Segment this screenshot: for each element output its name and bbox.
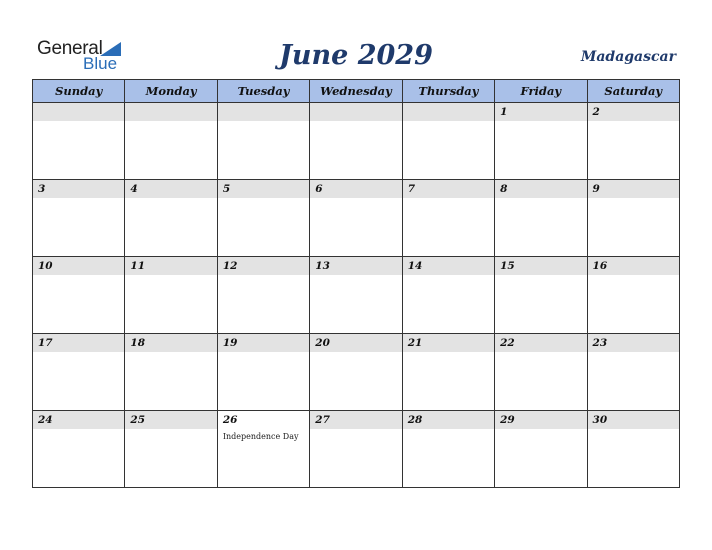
weekday-tuesday: Tuesday xyxy=(217,80,309,103)
date-bar xyxy=(495,257,586,275)
day-cell xyxy=(310,334,402,411)
date-bar xyxy=(310,334,401,352)
day-cell xyxy=(310,103,402,180)
date-bar xyxy=(33,180,124,198)
day-number: 27 xyxy=(315,414,330,426)
day-cell xyxy=(33,257,125,334)
day-cell xyxy=(402,257,494,334)
week-row xyxy=(33,180,680,257)
day-number: 6 xyxy=(315,183,323,195)
date-bar xyxy=(218,334,309,352)
week-row xyxy=(33,411,680,488)
date-bar xyxy=(125,334,216,352)
day-cell xyxy=(495,103,587,180)
day-number: 14 xyxy=(407,260,423,272)
day-cell xyxy=(587,180,679,257)
weekday-thursday: Thursday xyxy=(402,80,494,103)
logo-text-blue: Blue xyxy=(83,54,118,73)
day-cell xyxy=(402,180,494,257)
day-cell xyxy=(587,257,679,334)
date-bar xyxy=(310,257,401,275)
date-bar xyxy=(403,257,494,275)
holiday-label: Independence Day xyxy=(222,432,299,441)
date-bar xyxy=(310,180,401,198)
day-cell xyxy=(495,257,587,334)
day-number: 3 xyxy=(38,183,46,195)
date-bar xyxy=(403,103,494,121)
day-number: 22 xyxy=(500,337,515,349)
weekday-saturday: Saturday xyxy=(587,80,679,103)
day-cell xyxy=(402,334,494,411)
date-bar xyxy=(125,180,216,198)
day-number: 19 xyxy=(222,337,238,349)
day-cell xyxy=(495,411,587,488)
day-cell xyxy=(33,334,125,411)
week-row xyxy=(33,334,680,411)
day-number: 2 xyxy=(592,106,600,118)
day-number: 25 xyxy=(130,414,146,426)
day-number: 17 xyxy=(38,337,53,349)
day-cell xyxy=(402,411,494,488)
day-cell xyxy=(402,103,494,180)
weekday-friday: Friday xyxy=(495,80,587,103)
date-bar xyxy=(310,411,401,429)
day-cell xyxy=(310,257,402,334)
date-bar xyxy=(33,411,124,429)
weekday-monday: Monday xyxy=(125,80,217,103)
logo-text-general: General xyxy=(37,38,103,59)
weekday-sunday: Sunday xyxy=(33,80,125,103)
day-number: 16 xyxy=(592,260,608,272)
day-cell xyxy=(217,180,309,257)
date-bar xyxy=(403,334,494,352)
day-cell xyxy=(587,411,679,488)
date-bar xyxy=(33,257,124,275)
day-cell xyxy=(33,411,125,488)
date-bar xyxy=(495,411,586,429)
day-number: 24 xyxy=(38,414,53,426)
date-bar xyxy=(403,411,494,429)
calendar-title: June 2029 xyxy=(279,40,433,71)
day-cell xyxy=(217,411,309,488)
week-row xyxy=(33,257,680,334)
date-bar xyxy=(218,257,309,275)
country-label: Madagascar xyxy=(580,49,676,65)
day-cell xyxy=(33,103,125,180)
day-cell xyxy=(217,103,309,180)
day-cell xyxy=(125,180,217,257)
day-number: 7 xyxy=(407,183,415,195)
date-bar xyxy=(218,411,309,429)
date-bar xyxy=(33,103,124,121)
day-cell xyxy=(310,180,402,257)
weekday-header-row xyxy=(33,80,680,103)
day-number: 4 xyxy=(130,183,138,195)
day-number: 9 xyxy=(592,183,600,195)
day-number: 12 xyxy=(222,260,238,272)
day-cell xyxy=(310,411,402,488)
day-number: 23 xyxy=(592,337,608,349)
date-bar xyxy=(588,180,679,198)
day-cell xyxy=(125,334,217,411)
day-cell xyxy=(125,411,217,488)
day-cell xyxy=(33,180,125,257)
day-number: 15 xyxy=(500,260,515,272)
day-number: 10 xyxy=(38,260,53,272)
date-bar xyxy=(218,180,309,198)
week-row xyxy=(33,103,680,180)
calendar-grid xyxy=(32,79,680,488)
date-bar xyxy=(495,103,586,121)
day-cell xyxy=(217,334,309,411)
day-cell xyxy=(587,334,679,411)
date-bar xyxy=(125,103,216,121)
day-cell xyxy=(495,180,587,257)
day-number: 18 xyxy=(130,337,146,349)
day-number: 20 xyxy=(315,337,330,349)
date-bar xyxy=(588,411,679,429)
date-bar xyxy=(403,180,494,198)
day-cell xyxy=(125,257,217,334)
date-bar xyxy=(125,257,216,275)
date-bar xyxy=(495,334,586,352)
date-bar xyxy=(310,103,401,121)
day-number: 28 xyxy=(407,414,423,426)
day-number: 13 xyxy=(315,260,330,272)
date-bar xyxy=(218,103,309,121)
day-number: 5 xyxy=(222,183,231,195)
day-number: 30 xyxy=(592,414,608,426)
date-bar xyxy=(588,103,679,121)
day-cell xyxy=(217,257,309,334)
date-bar xyxy=(588,257,679,275)
date-bar xyxy=(33,334,124,352)
day-cell xyxy=(125,103,217,180)
day-cell xyxy=(587,103,679,180)
date-bar xyxy=(125,411,216,429)
date-bar xyxy=(495,180,586,198)
weekday-wednesday: Wednesday xyxy=(310,80,402,103)
day-number: 11 xyxy=(130,260,146,272)
day-number: 8 xyxy=(500,183,508,195)
date-bar xyxy=(588,334,679,352)
day-number: 1 xyxy=(500,106,508,118)
day-cell xyxy=(495,334,587,411)
day-number: 29 xyxy=(500,414,515,426)
day-number: 26 xyxy=(222,414,238,426)
day-number: 21 xyxy=(407,337,423,349)
